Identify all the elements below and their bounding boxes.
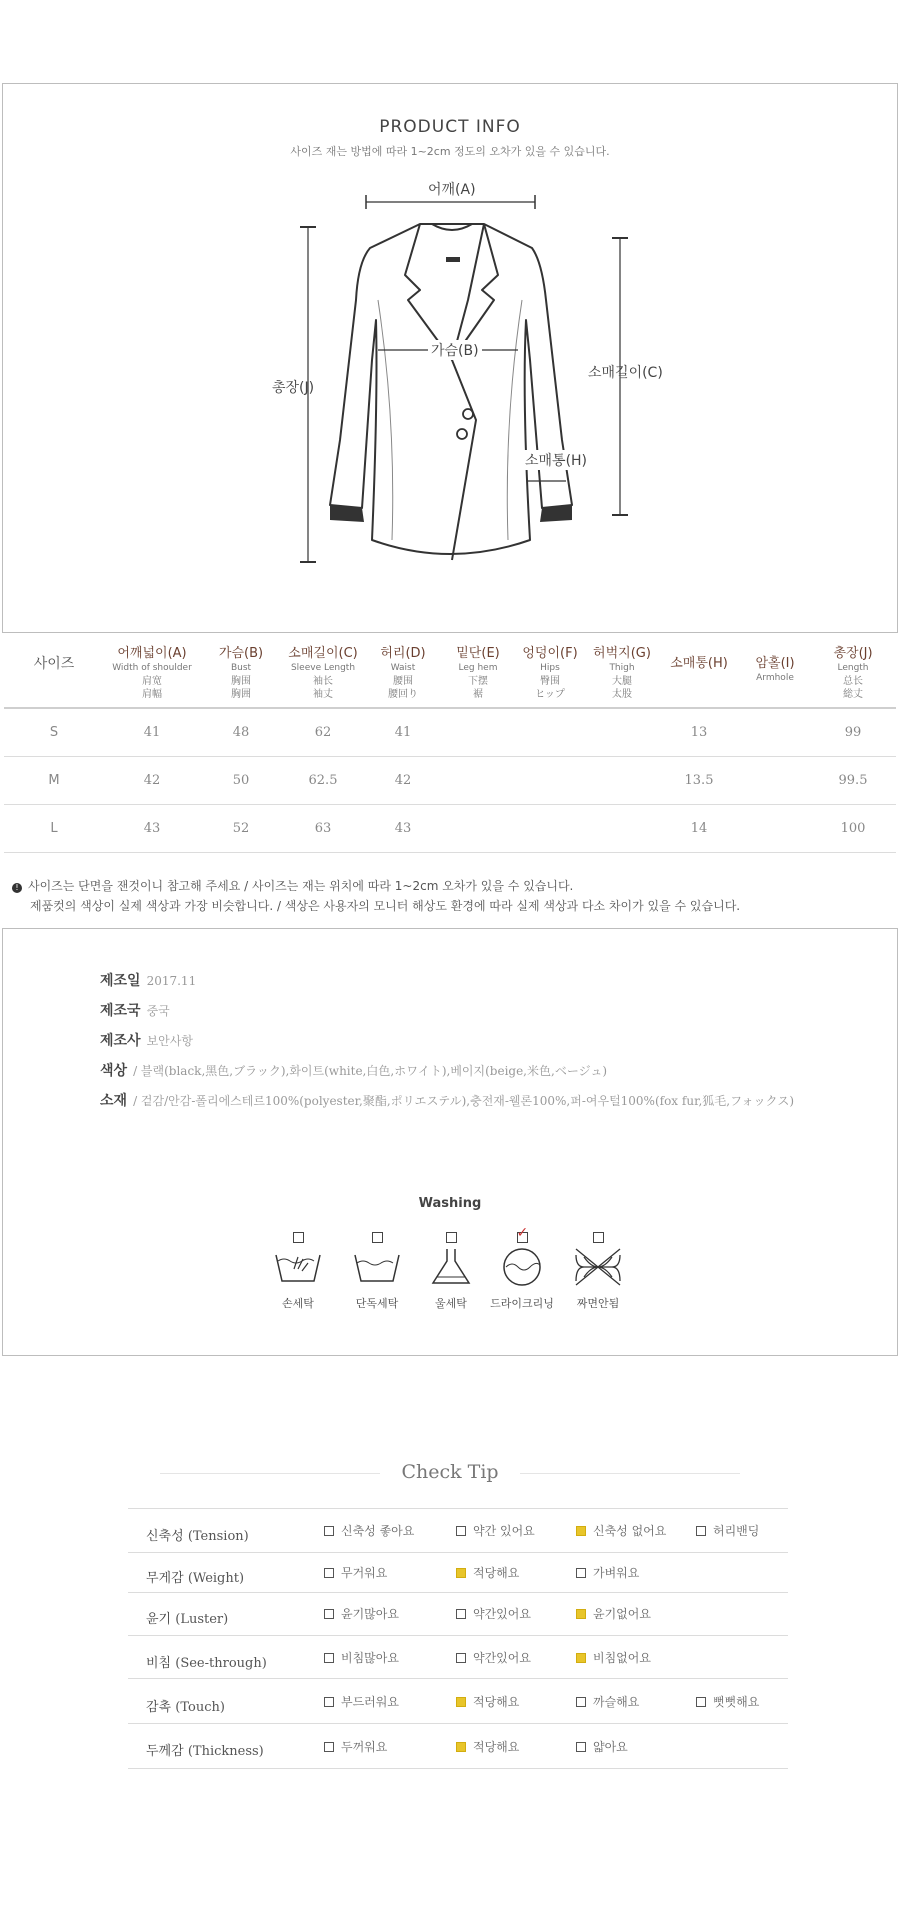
header-bust: 가슴(B) [218,646,264,661]
table-cell [586,708,658,757]
tip-option [456,1605,531,1622]
header-sleeve: 소매길이(C) [288,646,358,661]
detail-color-value: / 블랙(black,黑色,ブラック),화이트(white,白色,ホワイト),베이지(beige,米色,ベージュ) [133,1064,608,1078]
table-cell: 41 [104,708,200,757]
header-hips-en: Hips [540,663,560,673]
table-cell [586,805,658,853]
tip-option-text: 약간있어요 [473,1651,531,1665]
table-cell [740,708,810,757]
table-cell: S [4,708,104,757]
header-armhole-en: Armhole [756,673,794,683]
tip-option [456,1649,531,1666]
detail-material [100,1090,794,1110]
table-cell: 99.5 [810,757,896,805]
tip-option [576,1522,666,1539]
table-cell: 41 [364,708,442,757]
check-mark-icon: ✓ [516,1225,529,1241]
separate-wash-icon [349,1247,405,1287]
tip-option-text: 약간있어요 [473,1607,531,1621]
notice-text-1: 사이즈는 단면을 잰것이니 참고해 주세요 / 사이즈는 재는 위치에 따라 1~2cm 오차가 있을 수 있습니다. [28,879,574,893]
header-armhole: 암홀(I) [755,656,795,671]
table-cell [586,757,658,805]
check-tip-row-see-through [128,1636,788,1679]
tip-option [576,1605,651,1622]
tip-option [324,1605,399,1622]
tip-label-en: (Tension) [187,1529,249,1544]
tip-option-text: 무거워요 [341,1566,388,1580]
table-cell [514,708,586,757]
checkbox-icon [456,1526,466,1536]
notice-line-2: 제품컷의 색상이 실제 색상과 가장 비슷합니다. / 색상은 사용자의 모니터 해상도 환경에 따라 실제 색상과 다소 차이가 있을 수 있습니다. [30,899,741,913]
detail-country [100,1000,170,1020]
check-tip-row-tension [128,1508,788,1553]
checkbox-icon [324,1653,334,1663]
tip-option-text: 까슬해요 [593,1695,640,1709]
checkbox-checked-icon [456,1742,466,1752]
checkbox-icon [593,1232,604,1243]
check-tip-label [146,1696,225,1715]
checkbox-icon [372,1232,383,1243]
tip-option-text: 윤기많아요 [341,1607,399,1621]
table-cell: 63 [282,805,364,853]
detail-country-value: 중국 [146,1004,170,1018]
header-sleeve-cn: 袖长 [313,676,333,687]
no-wring-icon [570,1247,626,1287]
tip-label-kr: 윤기 [146,1612,172,1627]
tip-option-text: 비침많아요 [341,1651,399,1665]
checkbox-icon [324,1697,334,1707]
wash-option-dry-clean [484,1225,560,1311]
header-leg-hem-jp: 裾 [473,689,483,700]
tip-option-text: 적당해요 [473,1740,520,1754]
tip-option-text: 두꺼워요 [341,1740,388,1754]
header-sleeve-jp: 袖丈 [313,689,333,700]
check-tip-row-thickness [128,1724,788,1769]
tip-label-en: (Weight) [187,1571,245,1586]
table-cell: 43 [104,805,200,853]
header-thigh-jp: 太股 [612,689,632,700]
wash-label-wool: 울세탁 [435,1297,467,1310]
checkbox-icon [324,1742,334,1752]
header-waist-jp: 腰回り [388,689,418,700]
check-tip-label [146,1740,264,1759]
wash-option-separate [339,1232,415,1311]
length-label: 총장(J) [272,380,315,396]
header-thigh-en: Thigh [609,663,635,673]
tip-label-kr: 두께감 [146,1744,184,1759]
table-cell: 42 [104,757,200,805]
detail-material-value: / 겉감/안감-폴리에스테르100%(polyester,聚酯,ポリエステル),충전재-웰론100%,퍼-여우털100%(fox fur,狐毛,フォックス) [133,1094,795,1108]
wash-label-dry-clean: 드라이크리닝 [490,1297,554,1310]
header-sleeve-en: Sleeve Length [290,663,356,673]
tip-label-en: (Thickness) [187,1744,264,1759]
check-tip-row-luster [128,1593,788,1636]
table-cell [442,708,514,757]
wash-label-no-wring: 짜면안됨 [576,1297,620,1310]
detail-date-value: 2017.11 [146,974,197,988]
header-leg-hem-en: Leg hem [458,663,498,673]
detail-date [100,970,196,990]
table-cell [442,805,514,853]
tip-option-text: 윤기없어요 [593,1607,651,1621]
jacket-diagram [0,180,900,580]
table-cell: L [4,805,104,853]
check-tip-label [146,1608,228,1627]
checkbox-checked-icon [456,1697,466,1707]
tip-label-en: (Luster) [175,1612,229,1627]
size-row-l [4,805,896,853]
checkbox-icon [324,1609,334,1619]
detail-country-label: 제조국 [100,1003,141,1019]
detail-color-label: 색상 [100,1063,128,1079]
tip-label-kr: 무게감 [146,1571,184,1586]
check-tip-row-weight [128,1552,788,1593]
tip-option [576,1564,639,1581]
table-cell: 62 [282,708,364,757]
size-row-m [4,757,896,805]
table-cell: 100 [810,805,896,853]
product-info-subtitle: 사이즈 재는 방법에 따라 1~2cm 정도의 오차가 있을 수 있습니다. [290,145,610,158]
tip-option [324,1522,414,1539]
tip-option-text: 비침없어요 [593,1651,651,1665]
check-tip-label [146,1525,249,1544]
checkbox-icon [456,1653,466,1663]
header-shoulder-cn: 肩宽 [142,676,162,687]
sleeve-width-label: 소매통(H) [523,450,589,470]
shoulder-label: 어깨(A) [428,182,476,198]
header-waist-cn: 腰围 [393,676,413,687]
check-tip-row-touch [128,1679,788,1724]
table-cell: M [4,757,104,805]
header-shoulder-en: Width of shoulder [112,663,192,673]
tip-option [456,1738,519,1755]
wash-label-hand: 손세탁 [282,1297,314,1310]
tip-option-text: 적당해요 [473,1695,520,1709]
wash-option-wool [413,1232,489,1311]
checkbox-icon [516,1225,529,1243]
hand-wash-icon [270,1247,326,1287]
tip-option-text: 적당해요 [473,1566,520,1580]
check-tip-title: Check Tip [401,1461,499,1483]
header-bust-en: Bust [230,663,252,673]
tip-option [324,1649,399,1666]
tip-option [324,1693,399,1710]
checkbox-checked-icon [576,1526,586,1536]
checkbox-icon [696,1697,706,1707]
dry-clean-icon [494,1247,550,1287]
table-cell [442,757,514,805]
checkbox-checked-icon [576,1653,586,1663]
header-thigh-cn: 大腿 [612,676,632,687]
info-bullet-icon: ! [12,883,22,893]
tip-label-kr: 비침 [146,1656,172,1671]
wash-option-hand [260,1232,336,1311]
header-length: 총장(J) [833,646,873,661]
tip-option [576,1649,651,1666]
size-notice [12,876,740,916]
tip-option-text: 부드러워요 [341,1695,399,1709]
tip-label-kr: 감촉 [146,1700,172,1715]
tip-option [324,1738,387,1755]
size-table-header [4,636,896,708]
table-cell [514,805,586,853]
washing-title: Washing [418,1196,482,1211]
checkbox-icon [696,1526,706,1536]
header-thigh: 허벅지(G) [593,646,651,661]
tip-option-text: 약간 있어요 [473,1524,535,1538]
tip-option-text: 가벼워요 [593,1566,640,1580]
wash-label-separate: 단독세탁 [355,1297,399,1310]
header-length-jp: 総丈 [843,689,863,700]
tip-option-text: 얇아요 [593,1740,628,1754]
tip-option-text: 뻣뻣해요 [713,1695,760,1709]
header-length-cn: 总长 [843,676,863,687]
detail-material-label: 소재 [100,1093,128,1109]
tip-option [576,1693,639,1710]
table-cell: 62.5 [282,757,364,805]
checkbox-icon [576,1568,586,1578]
detail-maker-label: 제조사 [100,1033,141,1049]
checkbox-icon [324,1526,334,1536]
product-info-title: PRODUCT INFO [379,117,521,137]
header-hips-jp: ヒップ [535,689,565,700]
table-cell: 48 [200,708,282,757]
header-waist: 허리(D) [380,646,426,661]
tip-option-text: 신축성 없어요 [593,1524,667,1538]
table-cell: 13 [658,708,740,757]
checkbox-checked-icon [576,1609,586,1619]
tip-label-en: (Touch) [175,1700,225,1715]
detail-maker [100,1030,193,1050]
checkbox-icon [293,1232,304,1243]
header-hips-cn: 臀围 [540,676,560,687]
tip-option-text: 신축성 좋아요 [341,1524,415,1538]
checkbox-icon [456,1609,466,1619]
header-shoulder-jp: 肩幅 [142,689,162,700]
notice-line-1 [12,876,740,896]
header-sleeve-width: 소매통(H) [670,656,728,671]
header-leg-hem: 밑단(E) [456,646,500,661]
check-tip-label [146,1567,244,1586]
header-shoulder: 어깨넓이(A) [117,646,187,661]
header-size: 사이즈 [33,656,75,672]
detail-color [100,1060,607,1080]
tip-option [456,1522,535,1539]
table-cell: 99 [810,708,896,757]
wool-wash-icon [423,1247,479,1287]
header-bust-jp: 胸囲 [231,689,251,700]
tip-label-en: (See-through) [175,1656,267,1671]
table-cell [740,757,810,805]
tip-option [696,1693,759,1710]
checkbox-checked-icon [456,1568,466,1578]
checkbox-icon [576,1697,586,1707]
chest-label: 가슴(B) [428,340,482,360]
tip-option [576,1738,628,1755]
table-cell: 14 [658,805,740,853]
sleeve-length-label: 소매길이(C) [588,365,663,381]
size-table [4,636,896,853]
table-cell: 50 [200,757,282,805]
tip-option [696,1522,759,1539]
wash-option-no-wring [560,1232,636,1311]
table-cell [514,757,586,805]
checkbox-icon [324,1568,334,1578]
header-leg-hem-cn: 下摆 [468,676,488,687]
table-cell [740,805,810,853]
header-hips: 엉덩이(F) [522,646,578,661]
table-cell: 13.5 [658,757,740,805]
tip-label-kr: 신축성 [146,1529,184,1544]
checkbox-icon [576,1742,586,1752]
check-tip-label [146,1652,267,1671]
header-bust-cn: 胸围 [231,676,251,687]
table-cell: 42 [364,757,442,805]
size-row-s [4,708,896,757]
checkbox-icon [446,1232,457,1243]
tip-option [324,1564,387,1581]
header-waist-en: Waist [390,663,416,673]
tip-option-text: 허리밴딩 [713,1524,760,1538]
table-cell: 52 [200,805,282,853]
detail-date-label: 제조일 [100,973,141,989]
detail-maker-value: 보안사항 [146,1034,193,1048]
table-cell: 43 [364,805,442,853]
tip-option [456,1564,519,1581]
header-length-en: Length [837,663,869,673]
tip-option [456,1693,519,1710]
